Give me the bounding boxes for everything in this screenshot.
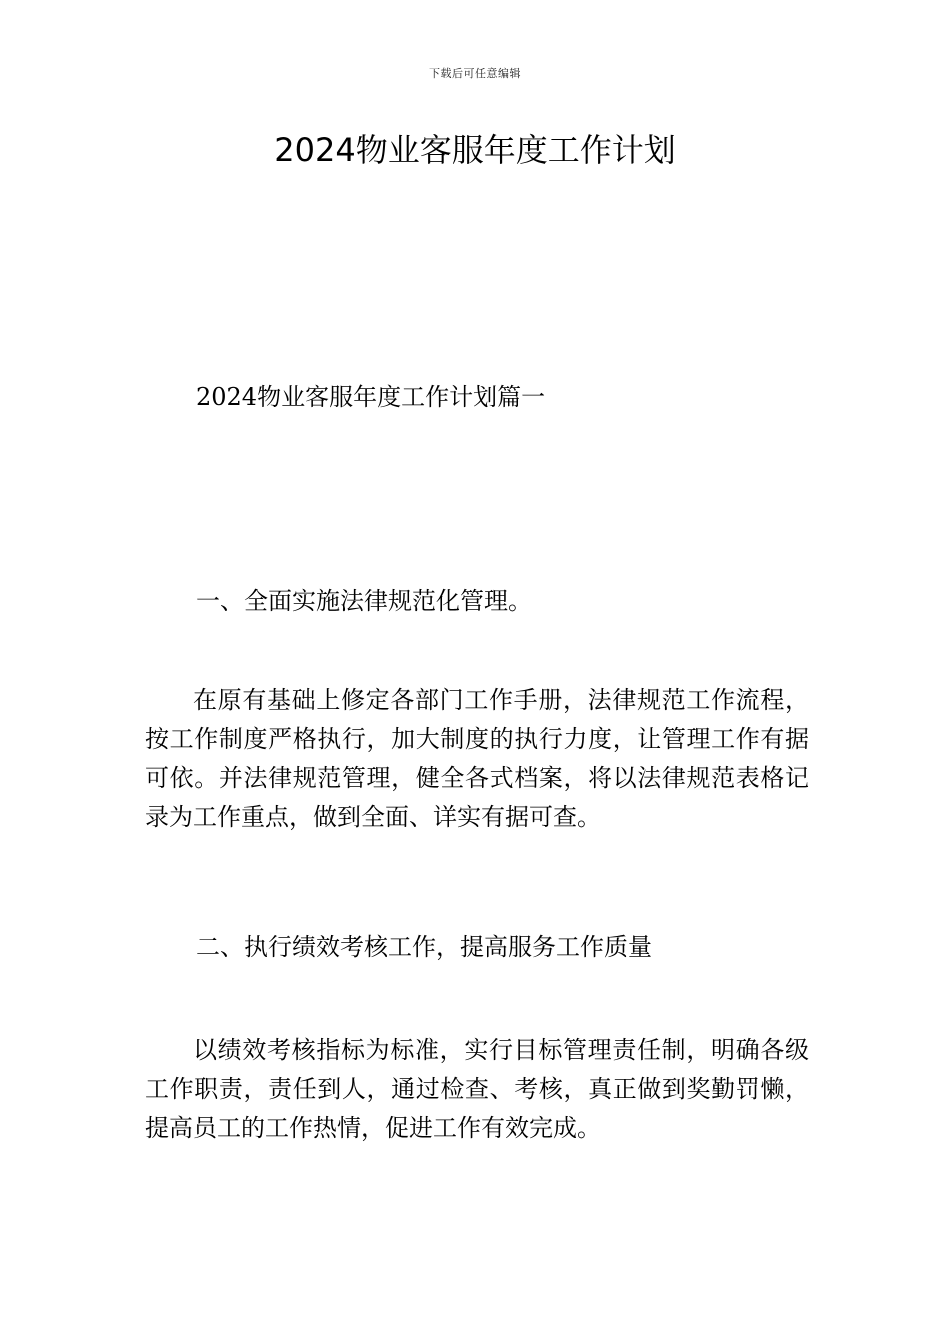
section-1-heading: 一、全面实施法律规范化管理。 xyxy=(196,587,532,615)
section-subtitle: 2024物业客服年度工作计划篇一 xyxy=(196,383,546,411)
section-2-heading: 二、执行绩效考核工作，提高服务工作质量 xyxy=(196,933,652,961)
document-title: 2024物业客服年度工作计划 xyxy=(274,131,676,169)
section-2-body: 以绩效考核指标为标准，实行目标管理责任制，明确各级工作职责，责任到人，通过检查、考核，真正做到奖勤罚懒，提高员工的工作热情，促进工作有效完成。 xyxy=(145,1036,809,1142)
section-1-body: 在原有基础上修定各部门工作手册，法律规范工作流程，按工作制度严格执行，加大制度的执行力度，让管理工作有据可依。并法律规范管理，健全各式档案，将以法律规范表格记录为工作重点，做到全面、详实有据可查。 xyxy=(145,686,809,831)
header-note: 下载后可任意编辑 xyxy=(429,67,521,80)
